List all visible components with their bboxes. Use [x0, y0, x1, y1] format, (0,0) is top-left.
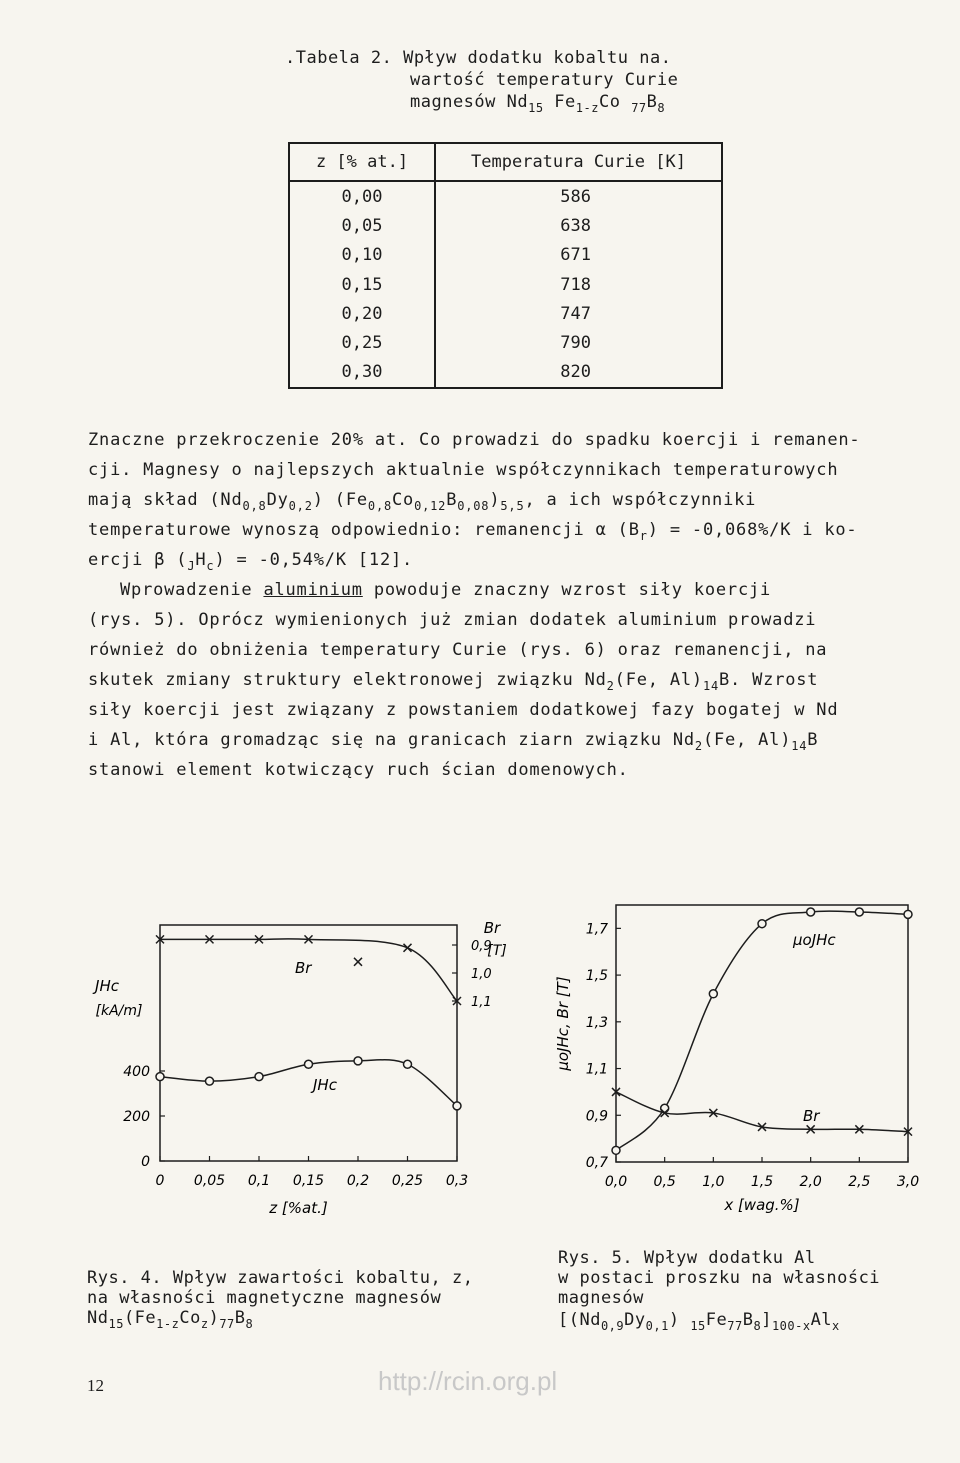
text: ) — [668, 1310, 680, 1330]
cell-temperature: 790 — [560, 333, 591, 354]
left-tick-label: 400 — [123, 1064, 150, 1080]
text: Fe — [705, 1310, 728, 1330]
data-point-hc — [855, 908, 863, 916]
cell-z: 0,30 — [289, 358, 435, 388]
caption-text: B — [646, 92, 658, 112]
series-label-jhc: JHc — [313, 1076, 337, 1094]
subscript: c — [206, 559, 215, 573]
subscript: 0,1 — [645, 1319, 669, 1333]
left-tick-label: 0 — [141, 1154, 150, 1170]
subscript: 100-x — [771, 1319, 811, 1333]
text: mają skład (Nd — [88, 490, 243, 510]
data-point-jhc — [305, 1060, 313, 1068]
paragraph2-line-3: również do obniżenia temperatury Curie (rys. 6) oraz remanencji, na — [88, 640, 828, 660]
plot-frame — [616, 905, 908, 1162]
header-z: z [% at.] — [289, 143, 435, 181]
cell-temperature: 820 — [560, 362, 591, 383]
text: Wprowadzenie — [120, 580, 264, 600]
subscript: J — [187, 559, 196, 573]
text: Co — [179, 1308, 201, 1328]
text: powoduje znaczny wzrost siły koercji — [362, 580, 772, 600]
figure-4-caption-line-1: Rys. 4. Wpływ zawartości kobaltu, z, — [87, 1268, 474, 1288]
data-point-br — [354, 958, 362, 966]
subscript: 8 — [245, 1317, 254, 1331]
text: ) = -0,068%/K i ko- — [647, 520, 858, 540]
x-tick-label: 2,5 — [848, 1174, 871, 1190]
paragraph1-line-3 — [88, 490, 757, 513]
text: temperaturowe wynoszą odpowiednio: remanencji α (B — [88, 520, 640, 540]
figure-5-caption-line-3: magnesów — [558, 1288, 644, 1308]
table-row — [289, 241, 722, 270]
data-point-jhc — [156, 1073, 164, 1081]
subscript: 77 — [631, 101, 647, 115]
data-point-hc — [904, 910, 912, 918]
table-row — [289, 270, 722, 299]
subscript: 0,8 — [242, 499, 267, 513]
figure-4 — [85, 915, 535, 1220]
text: skutek zmiany struktury elektronowej związku Nd — [88, 670, 607, 690]
y-tick-label: 1,1 — [585, 1061, 608, 1078]
cell-z: 0,15 — [289, 270, 435, 299]
left-tick-label: 200 — [123, 1109, 150, 1125]
text: Dy — [266, 490, 289, 510]
y-tick-label: 0,9 — [585, 1108, 608, 1125]
subscript: 0,2 — [288, 499, 313, 513]
cell-z: 0,20 — [289, 299, 435, 328]
figure-4-caption-line-3 — [87, 1308, 254, 1331]
figure-5-caption-line-1: Rys. 5. Wpływ dodatku Al — [558, 1248, 816, 1268]
x-axis-label: z [%at.] — [269, 1199, 328, 1217]
x-tick-label: 0,0 — [604, 1174, 628, 1190]
series-label-br: Br — [803, 1107, 820, 1125]
data-point-hc — [709, 990, 717, 998]
text: ) — [489, 490, 501, 510]
cell-temperature: 718 — [560, 274, 591, 295]
y-tick-label: 1,5 — [585, 968, 608, 985]
page-number: 12 — [87, 1376, 104, 1395]
right-tick-label: 0,9 — [471, 939, 492, 954]
data-point-jhc — [453, 1102, 461, 1110]
cell-z: 0,00 — [289, 181, 435, 211]
series-label-br: Br — [295, 959, 312, 977]
right-axis-label: Br — [483, 919, 501, 937]
table-row — [289, 211, 722, 240]
table-row — [289, 358, 722, 388]
table-caption-line-2: wartość temperatury Curie — [410, 70, 679, 90]
x-tick-label: 0,1 — [247, 1173, 271, 1189]
subscript: x — [832, 1319, 840, 1333]
subscript: z — [200, 1317, 209, 1331]
x-tick-label: 0,05 — [193, 1173, 226, 1189]
x-tick-label: 1,0 — [702, 1174, 725, 1190]
x-tick-label: 0,2 — [346, 1173, 370, 1189]
subscript: 8 — [657, 101, 666, 115]
text: ) — [208, 1308, 220, 1328]
table-caption-line-1: .Tabela 2. Wpływ dodatku kobaltu na. — [285, 48, 672, 68]
subscript: 77 — [727, 1319, 743, 1333]
subscript: 2 — [694, 739, 703, 753]
paragraph1-line-5 — [88, 550, 414, 573]
x-tick-label: 2,0 — [799, 1174, 822, 1190]
subscript: 1-z — [575, 101, 599, 115]
data-point-jhc — [354, 1057, 362, 1065]
text: Dy — [624, 1310, 646, 1330]
subscript: 0,9 — [600, 1319, 625, 1333]
text: ercji β ( — [88, 550, 188, 570]
x-tick-label: 0,5 — [653, 1174, 676, 1190]
x-tick-label: 3,0 — [896, 1174, 920, 1190]
text: B — [807, 730, 819, 750]
x-tick-label: 0,3 — [445, 1173, 469, 1189]
subscript: 14 — [702, 679, 720, 693]
paragraph1-line-2: cji. Magnesy o najlepszych aktualnie współczynnikach temperaturowych — [88, 460, 839, 480]
y-tick-label: 1,3 — [585, 1014, 608, 1031]
text: , a ich współczynniki — [524, 490, 757, 510]
text: [(Nd — [558, 1310, 601, 1330]
cell-temperature: 671 — [560, 245, 591, 266]
right-axis-unit: [T] — [487, 943, 507, 959]
data-point-br — [404, 944, 412, 952]
table-row — [289, 181, 722, 211]
text: (Fe — [123, 1308, 157, 1328]
subscript: 1-z — [156, 1317, 180, 1331]
subscript: 15 — [108, 1317, 124, 1331]
data-point-jhc — [206, 1077, 214, 1085]
y-tick-label: 1,7 — [585, 921, 608, 938]
text: ) (Fe — [312, 490, 368, 510]
subscript: 2 — [606, 679, 615, 693]
figure-4-caption-line-2: na własności magnetyczne magnesów — [87, 1288, 442, 1308]
watermark: http://rcin.org.pl — [378, 1366, 558, 1396]
table-row — [289, 328, 722, 357]
series-label-hc: μoJHc — [793, 931, 836, 949]
y-axis-label: μoJHc, Br [T] — [554, 976, 572, 1071]
underlined-word: aluminium — [263, 580, 363, 600]
paragraph2-line-5: siły koercji jest związany z powstaniem dodatkowej fazy bogatej w Nd — [88, 700, 839, 720]
subscript: r — [639, 529, 648, 543]
subscript: 15 — [690, 1319, 706, 1333]
x-tick-label: 0 — [155, 1173, 165, 1189]
subscript: 0,12 — [414, 499, 447, 513]
x-tick-label: 0,15 — [292, 1173, 325, 1189]
left-axis-unit: [kA/m] — [95, 1003, 143, 1019]
text: Al — [810, 1310, 833, 1330]
paragraph1-line-4 — [88, 520, 858, 543]
text: B — [446, 490, 458, 510]
cell-temperature: 747 — [560, 303, 591, 324]
table-header-row — [289, 143, 722, 181]
text: Nd — [87, 1308, 109, 1328]
figure-5-caption-line-4 — [558, 1310, 840, 1333]
text: B — [234, 1308, 246, 1328]
data-point-hc — [758, 920, 766, 928]
cell-z: 0,10 — [289, 241, 435, 270]
paragraph2-line-4 — [88, 670, 819, 693]
cell-temperature: 638 — [560, 215, 591, 236]
table-row — [289, 299, 722, 328]
text: B. Wzrost — [719, 670, 819, 690]
text: B — [742, 1310, 754, 1330]
subscript: 8 — [753, 1319, 762, 1333]
cell-z: 0,25 — [289, 328, 435, 357]
caption-text: Fe — [543, 92, 576, 112]
data-point-jhc — [404, 1060, 412, 1068]
figure-5-chart — [548, 895, 928, 1225]
data-point-jhc — [255, 1073, 263, 1081]
caption-text: Co — [598, 92, 621, 112]
text: Co — [392, 490, 415, 510]
cell-z: 0,05 — [289, 211, 435, 240]
text: i Al, która gromadząc się na granicach ziarn związku Nd — [88, 730, 695, 750]
caption-text: magnesów Nd — [410, 92, 529, 112]
subscript: 0,08 — [457, 499, 490, 513]
cell-temperature: 586 — [560, 186, 591, 207]
header-temperature: Temperatura Curie [K] — [435, 143, 722, 181]
subscript: 0,8 — [367, 499, 392, 513]
series-line-hc — [616, 911, 908, 1150]
right-tick-label: 1,0 — [471, 967, 492, 982]
data-point-hc — [807, 908, 815, 916]
paragraph2-line-7: stanowi element kotwiczący ruch ścian domenowych. — [88, 760, 629, 780]
x-axis-label: x [wag.%] — [724, 1196, 800, 1214]
text: ] — [761, 1310, 772, 1330]
x-tick-label: 0,25 — [391, 1173, 424, 1189]
paragraph1-line-1: Znaczne przekroczenie 20% at. Co prowadzi do spadku koercji i remanen- — [88, 430, 861, 450]
subscript: 77 — [219, 1317, 235, 1331]
x-tick-label: 1,5 — [750, 1174, 774, 1190]
subscript: 5,5 — [500, 499, 525, 513]
text: ) = -0,54%/K [12]. — [214, 550, 414, 570]
right-tick-label: 1,1 — [471, 995, 492, 1010]
y-tick-label: 0,7 — [585, 1155, 608, 1171]
left-axis-label: JHc — [95, 977, 119, 995]
text: (Fe, Al) — [702, 730, 792, 750]
figure-5-caption-line-2: w postaci proszku na własności — [558, 1268, 881, 1288]
paragraph2-line-1 — [120, 580, 771, 600]
text: H — [195, 550, 207, 570]
subscript: 14 — [791, 739, 808, 753]
paragraph2-line-2: (rys. 5). Oprócz wymienionych już zmian dodatek aluminium prowadzi — [88, 610, 817, 630]
table-caption-line-3 — [410, 92, 666, 115]
figure-4-chart — [85, 915, 535, 1220]
paragraph2-line-6 — [88, 730, 819, 753]
subscript: 15 — [528, 101, 544, 115]
curie-temperature-table — [288, 142, 723, 389]
series-line-br — [616, 1092, 908, 1132]
text: (Fe, Al) — [614, 670, 703, 690]
data-point-hc — [612, 1146, 620, 1154]
figure-5 — [548, 895, 928, 1225]
